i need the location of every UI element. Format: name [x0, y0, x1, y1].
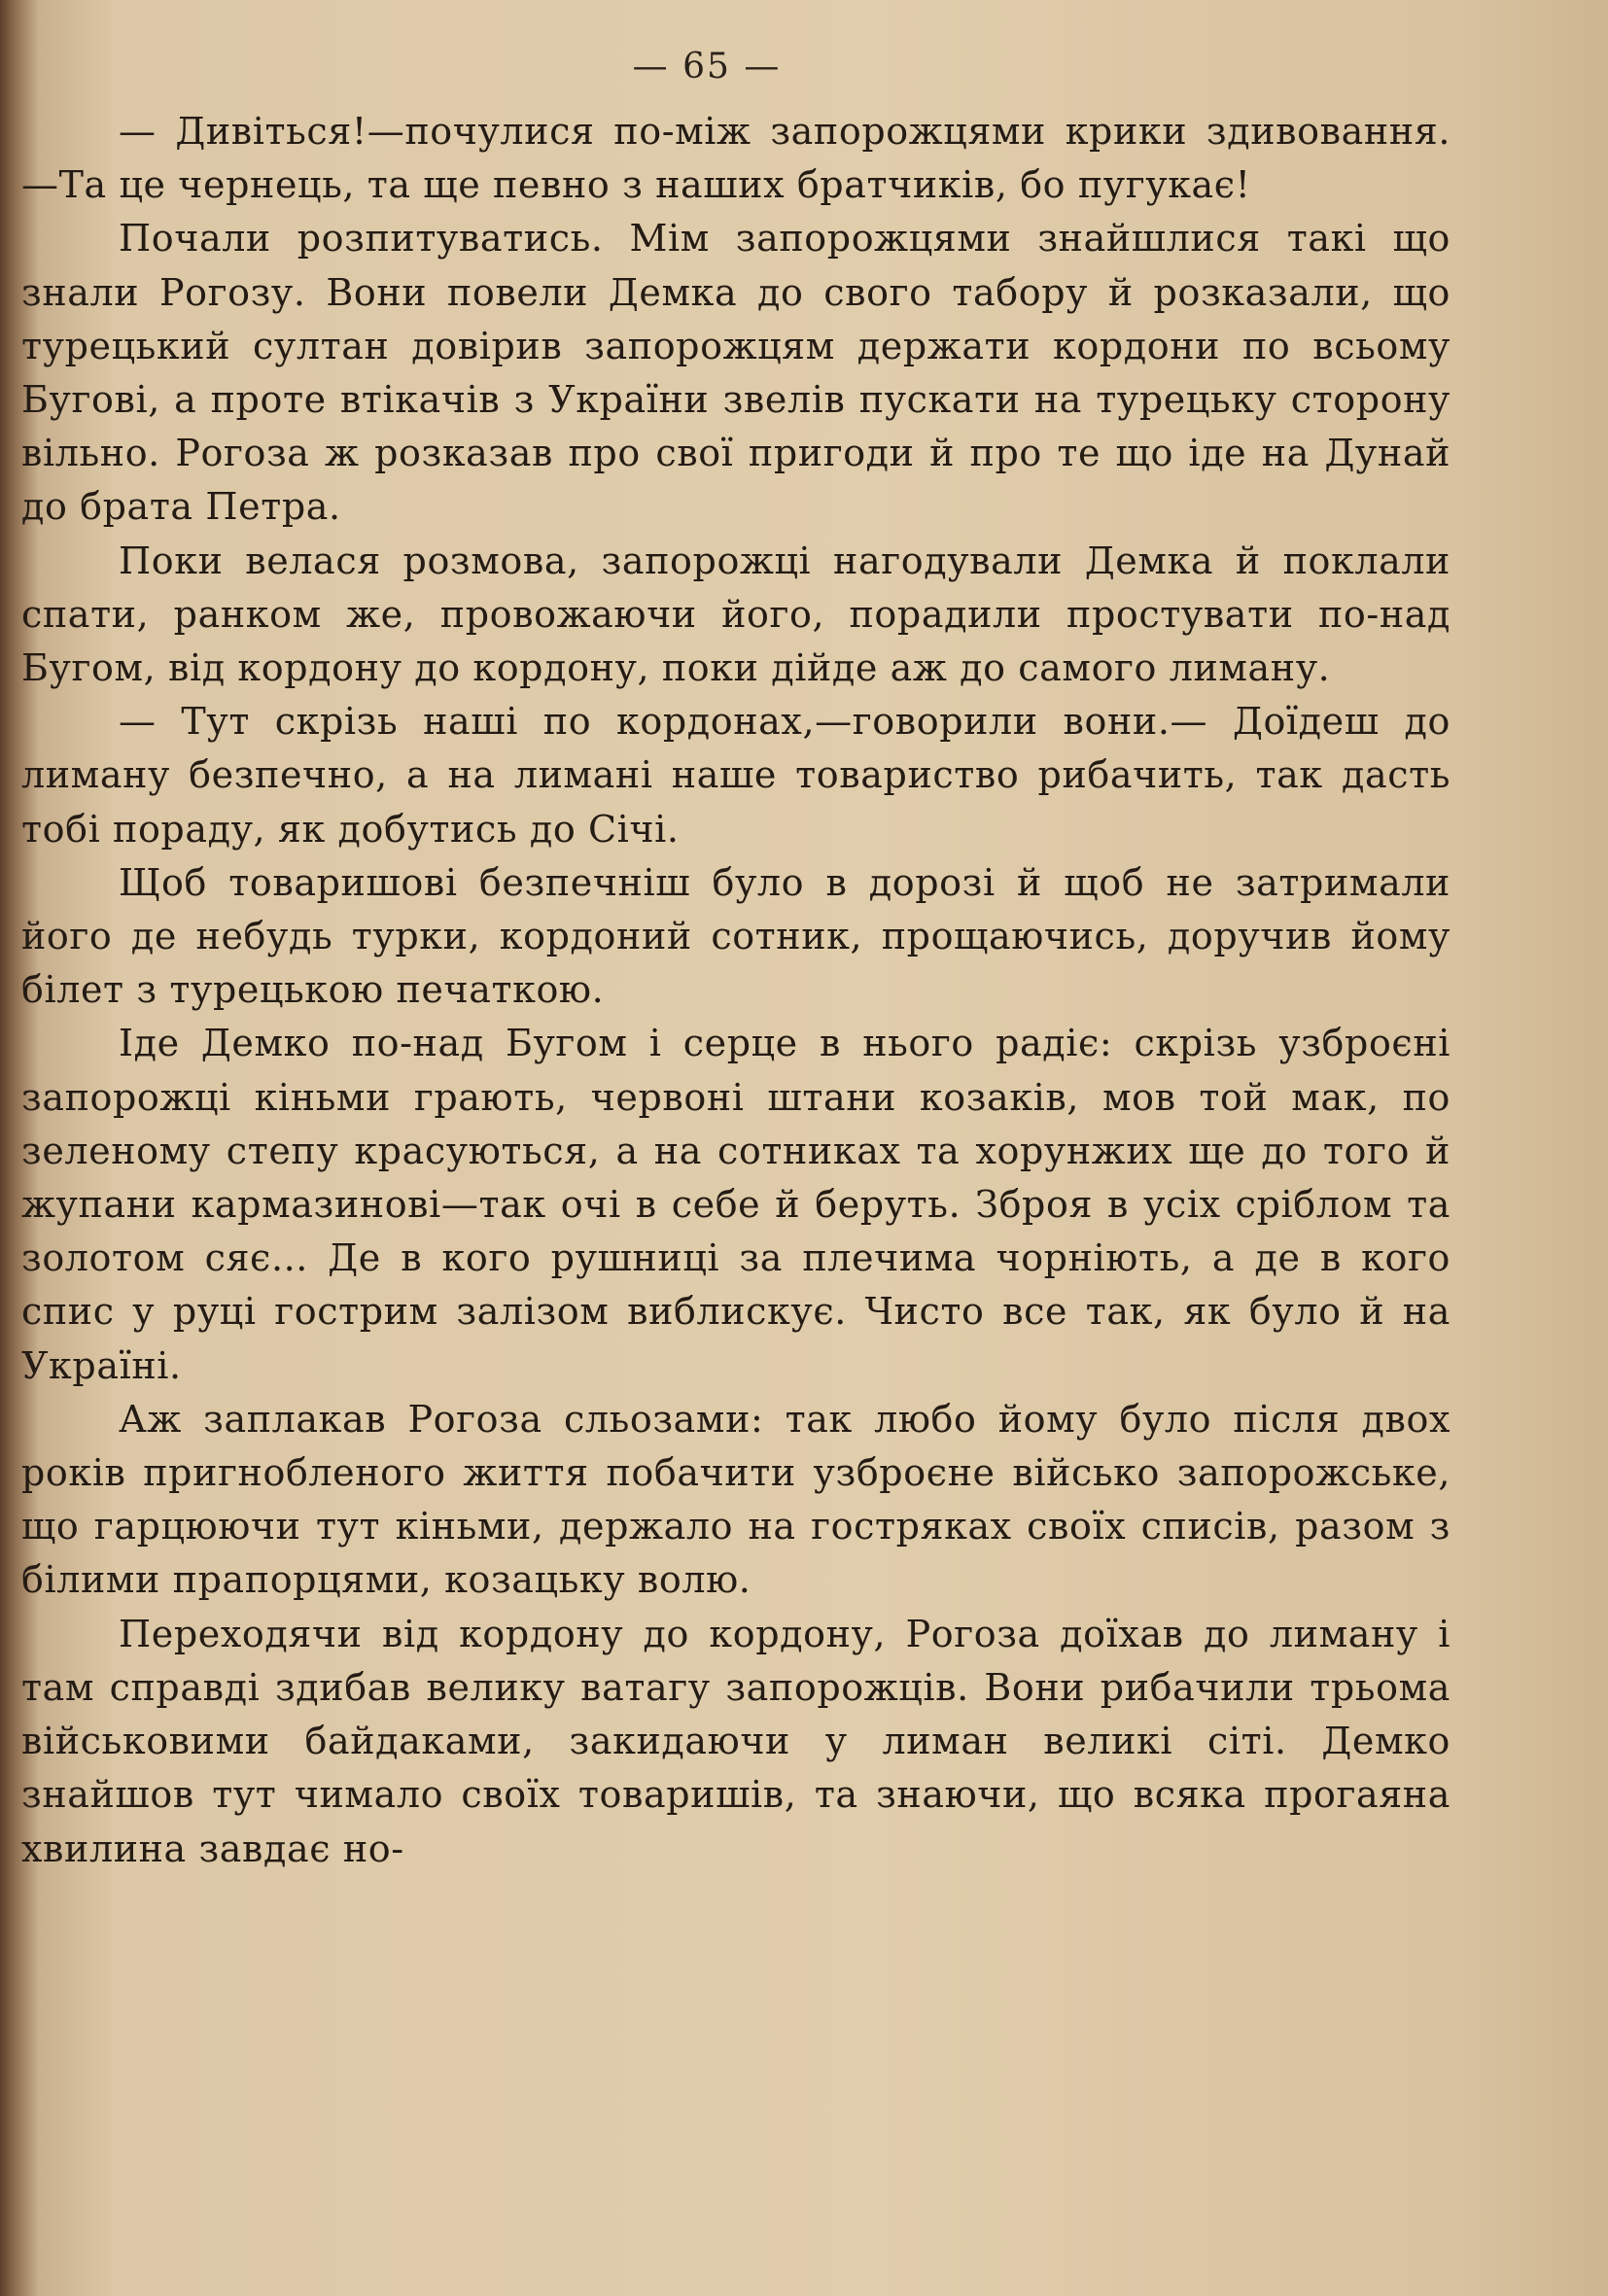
paragraph: Переходячи від кордону до кордону, Рогоза доїхав до лиману і там справді здибав велику ватагу запорожців. Вони рибачили трьома військовими байдаками, закидаючи у лиман великі сіті. Демко знайшов тут чимало своїх товаришів, та знаючи, що всяка прогаяна хвилина завдає но-	[21, 1612, 1451, 1870]
paragraph: Почали розпитуватись. Мім запорожцями знайшлися такі що знали Рогозу. Вони повели Демка до свого табору й розказали, що турецький султан довірив запорожцям держати кордони по всьому Бугові, а проте втікачів з України звелів пускати на турецьку сторону вільно. Рогоза ж розказав про свої пригоди й про те що іде на Дунай до брата Петра.	[21, 217, 1451, 529]
paragraph: Поки велася розмова, запорожці нагодували Демка й поклали спати, ранком же, провожаючи його, порадили простувати по-над Бугом, від кордону до кордону, поки дійде аж до самого лиману.	[21, 539, 1451, 690]
body-text	[21, 105, 1451, 1876]
paragraph: Аж заплакав Рогоза сльозами: так любо йому було після двох років пригнобленого життя побачити узброєне військо запорожське, що гарцюючи тут кіньми, держало на гостряках своїх списів, разом з білими прапорцями, козацьку волю.	[21, 1397, 1451, 1602]
paragraph: Іде Демко по-над Бугом і серце в нього радіє: скрізь узброєні запорожці кіньми грають, червоні штани козаків, мов той мак, по зеленому степу красуються, а на сотниках та хорунжих ще до того й жупани кармазинові—так очі в себе й беруть. Зброя в усіх сріблом та золотом сяє... Де в кого рушниці за плечима чорніють, а де в кого спис у руці гострим залізом виблискує. Чисто все так, як було й на Україні.	[21, 1022, 1451, 1387]
paragraph: — Дивіться!—почулися по-між запорожцями крики здивовання.—Та це чернець, та ще певно з наших братчиків, бо пугукає!	[21, 110, 1451, 207]
paragraph: Щоб товаришові безпечніш було в дорозі й щоб не затримали його де небудь турки, кордоний сотник, прощаючись, доручив йому білет з турецькою печаткою.	[21, 860, 1451, 1012]
page-number: — 65 —	[632, 47, 782, 87]
paragraph: — Тут скрізь наші по кордонах,—говорили вони.— Доїдеш до лиману безпечно, а на лимані наше товариство рибачить, так дасть тобі пораду, як добутись до Січі.	[21, 700, 1451, 851]
